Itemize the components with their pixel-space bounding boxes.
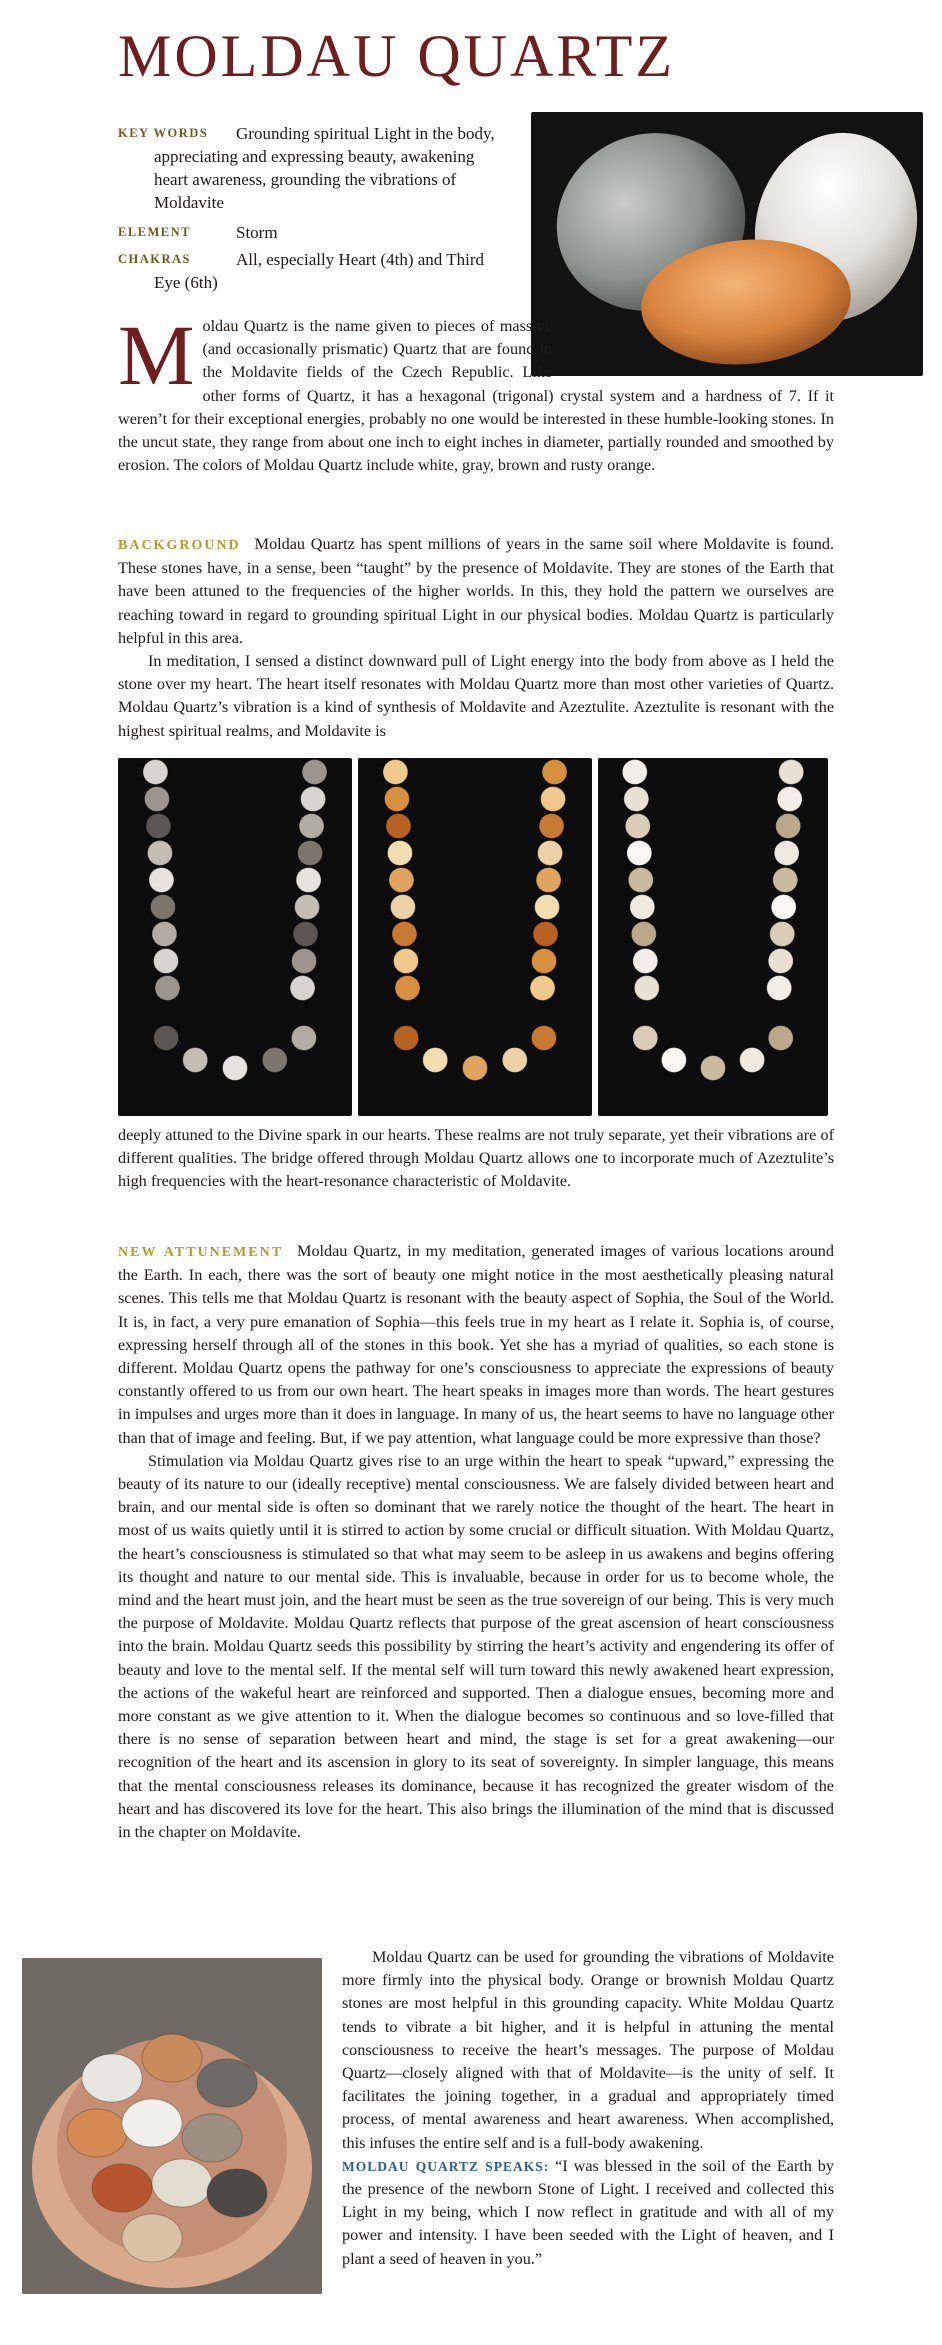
bead [633, 1026, 658, 1051]
bead [143, 760, 168, 785]
bead [296, 868, 321, 893]
bead [395, 976, 420, 1001]
bead [628, 868, 653, 893]
bead [390, 895, 415, 920]
bead [463, 1056, 488, 1081]
bead [622, 760, 647, 785]
bead [387, 841, 412, 866]
bead [149, 868, 174, 893]
stone [152, 2159, 212, 2207]
speaks-heading: MOLDAU QUARTZ SPEAKS: [342, 2158, 550, 2174]
bead [154, 1026, 179, 1051]
attunement-p1: Moldau Quartz, in my meditation, generated images of various locations around the Earth. In each, there was the sort of beauty one might notice in the most aesthetically pleasing natural scenes. This tells me that Moldau Quartz is resonant with the beauty aspect of Sophia, the Soul of the World. It is, in fact, a very pure emanation of Sophia—this feels true in my heart as I relate it. Sophia is, of course, expressing herself through all of the stones in this book. Yet she has a myriad of qualities, so each stone is different. Moldau Quartz opens the pathway for one’s consciousness to appreciate the expressions of beauty constantly offered to us from our own heart. The heart speaks in images more than words. The heart gestures in impulses and urges more than it does in language. In many of us, the heart seems to have no language other than that of image and feeling. But, if we pay attention, what language could be more expressive than those? [118, 1242, 834, 1447]
bead [301, 787, 326, 812]
bead [155, 976, 180, 1001]
hands-stones-photo [22, 1958, 322, 2294]
bead [223, 1056, 248, 1081]
intro-paragraph [118, 307, 834, 477]
bead [536, 868, 561, 893]
info-value-element: Storm [236, 223, 278, 242]
bead [183, 1047, 208, 1072]
bead [262, 1047, 287, 1072]
info-label-element: ELEMENT [118, 225, 192, 239]
background-section [118, 533, 834, 743]
necklace-gray-graphic [118, 758, 352, 1116]
stone [122, 2099, 182, 2147]
stone [197, 2059, 257, 2107]
info-label-chakras: CHAKRAS [118, 252, 192, 266]
bead [633, 949, 658, 974]
background-p2a: In meditation, I sensed a distinct downward pull of Light energy into the body from above as I held the stone over my heart. The heart itself resonates with Moldau Quartz more than most other varieties of Quartz. Moldau Quartz’s vibration is a kind of synthesis of Moldavite and Azeztulite. Azeztulite is resonant with the highest spiritual realms, and Moldavite is [118, 652, 834, 740]
intro-text: oldau Quartz is the name given to pieces of massive (and occasionally prismatic) Quartz that are found in the Moldavite fields of the Czech Republic. Like other forms of Quartz, it has a hexagonal (trigonal) crystal system and a hardness of 7. If it weren’t for their exceptional energies, probably no one would be interested in these humble-looking stones. In the uncut state, they range from about one inch to eight inches in diameter, partially rounded and smoothed by erosion. The colors of Moldau Quartz include white, gray, brown and rusty orange. [118, 317, 834, 475]
bead [153, 949, 178, 974]
bead [770, 922, 795, 947]
bead [768, 949, 793, 974]
stone [207, 2169, 267, 2217]
stone [182, 2114, 242, 2162]
bead [386, 814, 411, 839]
bead [630, 895, 655, 920]
bead [661, 1047, 686, 1072]
bead [394, 1026, 419, 1051]
bead [152, 922, 177, 947]
bead [290, 976, 315, 1001]
bead [147, 841, 172, 866]
bead [384, 787, 409, 812]
bead [292, 949, 317, 974]
bead [631, 922, 656, 947]
stone [92, 2164, 152, 2212]
bead [538, 841, 563, 866]
necklace-photo-gray [118, 758, 352, 1116]
bead [295, 895, 320, 920]
bead [298, 841, 323, 866]
bead [627, 841, 652, 866]
bead [542, 760, 567, 785]
attunement-p2: Stimulation via Moldau Quartz gives rise to an urge within the heart to speak “upward,” expressing the beauty of its nature to our (ideally receptive) mental consciousness. We are falsely divided between heart and brain, and our mental side is often so dominant that we rarely notice the thought of the heart. The heart in most of us waits quietly until it is stirred to action by some crucial or difficult situation. With Moldau Quartz, the heart’s consciousness is stimulated so that what may seem to be asleep in us awakens and begins offering its thought and nature to our mental side. This is invaluable, because in order for us to become whole, the mind and the heart must join, and the heart must be seen as the true sovereign of our being. This is very much the purpose of Moldavite. Moldau Quartz reflects that purpose of the great ascension of heart consciousness into the brain. Moldau Quartz seeds this possibility by stirring the heart’s activity and engendering its offer of beauty and love to the mental self. If the mental self will turn toward this newly awakened heart expression, the actions of the wakeful heart are reinforced and supported. Then a dialogue ensues, becoming more and more constant as we give attention to it. When the dialogue becomes so continuous and so love-filled that there is no sense of separation between heart and mind, the stage is set for a great awakening—our recognition of the heart and its ascension in glory to its seat of sovereignty. In simpler language, this means that the mental consciousness releases its dominance, because it has recognized the greater wisdom of the heart and has discovered its love for the heart. This also brings the illumination of the mind that is discussed in the chapter on Moldavite. [118, 1451, 834, 1842]
bead [773, 868, 798, 893]
page-title: MOLDAU QUARTZ [118, 23, 676, 89]
info-value-keywords: Grounding spiritual Light in the body, appreciating and expressing beauty, awakening heart awareness, grounding the vibrations of Moldavite [154, 124, 495, 212]
hands-stones-graphic [22, 1958, 322, 2294]
bead [535, 895, 560, 920]
bead [423, 1047, 448, 1072]
bead [625, 814, 650, 839]
stone [67, 2109, 127, 2157]
dropcap: M [118, 307, 195, 403]
background-p2b: deeply attuned to the Divine spark in our hearts. These realms are not truly separate, yet their vibrations are of different qualities. The bridge offered through Moldau Quartz allows one to incorporate much of Azeztulite’s high frequencies with the heart-resonance characteristic of Moldavite. [118, 1126, 834, 1191]
background-heading: BACKGROUND [118, 538, 241, 553]
bead [533, 922, 558, 947]
bead [531, 1026, 556, 1051]
bead [293, 922, 318, 947]
bead [779, 760, 804, 785]
bead [771, 895, 796, 920]
bead [624, 787, 649, 812]
info-element [118, 219, 508, 244]
stone [142, 2034, 202, 2082]
bead [291, 1026, 316, 1051]
attunement-section [118, 1240, 834, 1844]
background-continued [118, 1124, 834, 1194]
stone [82, 2054, 142, 2102]
bead [768, 1026, 793, 1051]
background-p1: Moldau Quartz has spent millions of years in the same soil where Moldavite is found. These stones have, in a sense, been “taught” by the presence of Moldavite. They are stones of the Earth that have been attuned to the frequencies of the higher worlds. In this, they hold the pattern we ourselves are reaching toward in regard to grounding spiritual Light in our physical bodies. Moldau Quartz is particularly helpful in this area. [118, 535, 834, 647]
bead [634, 976, 659, 1001]
bead [383, 760, 408, 785]
attunement-heading: NEW ATTUNEMENT [118, 1245, 284, 1260]
bead [144, 787, 169, 812]
bead [530, 976, 555, 1001]
attunement-continued [342, 1946, 834, 2271]
speaks-text: “I was blessed in the soil of the Earth by the presence of the newborn Stone of Light. I received and collected this Light in my being, which I now reflect in gratitude and with all of my power and intensity. I have been seeded with the Light of heaven, and I plant a seed of heaven in you.” [342, 2156, 834, 2268]
bead [302, 760, 327, 785]
bead [701, 1056, 726, 1081]
bead [502, 1047, 527, 1072]
bead [146, 814, 171, 839]
info-value-chakras: All, especially Heart (4th) and Third Eye (6th) [154, 250, 484, 292]
bead [767, 976, 792, 1001]
attunement-p3: Moldau Quartz can be used for grounding the vibrations of Moldavite more firmly into the physical body. Orange or brownish Moldau Quartz stones are most helpful in this grounding capacity. White Moldau Quartz tends to vibrate a bit higher, and it is helpful in attuning the mental consciousness to receive the heart’s messages. The purpose of Moldau Quartz—closely aligned with that of Moldavite—is the unity of self. It facilitates the joining together, in a gradual and appropriately timed process, of mental awareness and heart awareness. When accomplished, this infuses the entire self and is a full-body awakening. [342, 1948, 834, 2152]
bead [393, 949, 418, 974]
bead [776, 814, 801, 839]
necklace-photo-orange [358, 758, 592, 1116]
bead [532, 949, 557, 974]
bead [740, 1047, 765, 1072]
necklace-white-graphic [598, 758, 828, 1116]
bead [389, 868, 414, 893]
info-chakras [118, 246, 508, 294]
bead [539, 814, 564, 839]
necklace-orange-graphic [358, 758, 592, 1116]
necklace-photo-white [598, 758, 828, 1116]
bead [777, 787, 802, 812]
stone [122, 2214, 182, 2262]
bead [299, 814, 324, 839]
bead [150, 895, 175, 920]
bead [541, 787, 566, 812]
bead [392, 922, 417, 947]
info-keywords [118, 120, 508, 214]
info-label-keywords: KEY WORDS [118, 126, 209, 140]
bead [774, 841, 799, 866]
